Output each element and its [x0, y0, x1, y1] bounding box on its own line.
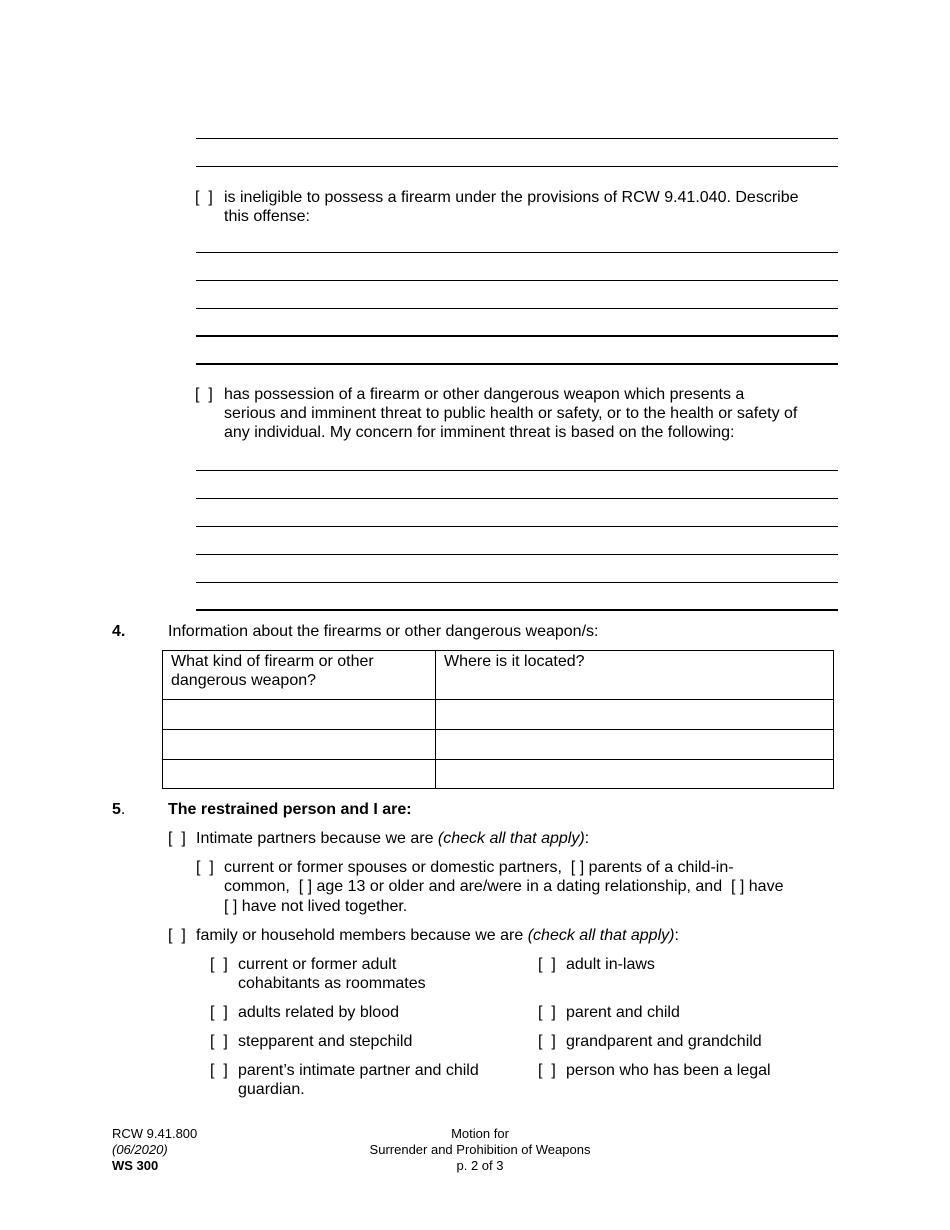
ineligible-checkbox[interactable]: [ ] — [195, 189, 213, 206]
header-text: What kind of firearm or other — [171, 653, 374, 670]
header-text: Where is it located? — [444, 653, 585, 670]
not-lived-together-label: have not lived together. — [241, 898, 408, 915]
section-5-number — [112, 800, 125, 819]
ineligible-line: is ineligible to possess a firearm under the provisions of RCW 9.41.040. Describe — [224, 189, 799, 206]
footer-date: (06/2020) — [112, 1142, 168, 1157]
spouses-checkbox[interactable]: [ ] — [196, 859, 214, 876]
in-laws-checkbox[interactable]: [ ] — [538, 956, 556, 973]
label-colon: : — [584, 830, 590, 847]
answer-line[interactable] — [196, 335, 838, 337]
footer-title: Motion for — [451, 1126, 509, 1141]
answer-line[interactable] — [196, 363, 838, 365]
legal-guardian-checkbox[interactable]: [ ] — [538, 1062, 556, 1079]
parent-child-label: parent and child — [566, 1004, 680, 1021]
weapon-location-header — [436, 651, 834, 700]
ineligible-line: this offense: — [224, 208, 310, 225]
dating-checkbox[interactable]: [ ] — [298, 878, 313, 895]
answer-line[interactable] — [196, 554, 838, 555]
answer-line[interactable] — [196, 308, 838, 309]
weapon-location-cell[interactable] — [436, 730, 834, 760]
lived-together-label: have — [748, 878, 784, 895]
parents-label: parents of a child-in- — [588, 859, 734, 876]
family-household-label — [196, 926, 679, 945]
answer-line[interactable] — [196, 526, 838, 527]
threat-checkbox[interactable]: [ ] — [195, 386, 213, 403]
weapon-kind-cell[interactable] — [163, 730, 436, 760]
threat-line: has possession of a firearm or other dangerous weapon which presents a — [224, 386, 745, 403]
weapons-table — [162, 650, 834, 789]
label-text: Intimate partners because we are — [196, 830, 438, 847]
parent-child-checkbox[interactable]: [ ] — [538, 1004, 556, 1021]
ineligible-text — [224, 188, 844, 226]
footer-title: Surrender and Prohibition of Weapons — [369, 1142, 591, 1157]
dating-label: age 13 or older and are/were in a dating relationship, and — [316, 878, 723, 895]
footer-left — [112, 1126, 197, 1174]
blood-relatives-label: adults related by blood — [238, 1004, 399, 1021]
weapon-location-cell[interactable] — [436, 700, 834, 730]
in-laws-label: adult in-laws — [566, 956, 655, 973]
blood-relatives-checkbox[interactable]: [ ] — [210, 1004, 228, 1021]
weapon-kind-cell[interactable] — [163, 700, 436, 730]
stepparent-label: stepparent and stepchild — [238, 1033, 413, 1050]
footer-page-number: p. 2 of 3 — [456, 1158, 504, 1173]
spouses-label: current or former spouses or domestic partners, — [224, 859, 562, 876]
table-row — [163, 700, 834, 730]
label-italic: (check all that apply) — [527, 927, 675, 944]
table-row — [163, 730, 834, 760]
grandparent-label: grandparent and grandchild — [566, 1033, 762, 1050]
intimate-options-2 — [224, 877, 783, 896]
legal-guardian-label: person who has been a legal — [566, 1062, 771, 1079]
answer-line[interactable] — [196, 470, 838, 471]
cohabitants-checkbox[interactable]: [ ] — [210, 956, 228, 973]
parents-partner-checkbox[interactable]: [ ] — [210, 1062, 228, 1079]
parents-partner-label — [238, 1061, 479, 1099]
family-household-checkbox[interactable]: [ ] — [168, 927, 186, 944]
answer-line[interactable] — [196, 138, 838, 139]
not-lived-together-checkbox[interactable]: [ ] — [224, 898, 238, 915]
parents-label: common, — [224, 878, 290, 895]
option-line: parent’s intimate partner and child — [238, 1062, 479, 1079]
section-4-number: 4. — [112, 623, 126, 640]
answer-line[interactable] — [196, 609, 838, 611]
footer-form-number: WS 300 — [112, 1158, 159, 1173]
lived-together-checkbox[interactable]: [ ] — [730, 878, 745, 895]
label-italic: (check all that apply) — [437, 830, 585, 847]
footer-rcw: RCW 9.41.800 — [112, 1126, 198, 1141]
grandparent-checkbox[interactable]: [ ] — [538, 1033, 556, 1050]
intimate-options-3 — [224, 897, 407, 916]
section-4-heading: Information about the firearms or other dangerous weapon/s: — [168, 623, 599, 640]
threat-text — [224, 385, 844, 442]
weapon-kind-cell[interactable] — [163, 760, 436, 789]
intimate-partners-label — [196, 829, 589, 848]
option-line: current or former adult — [238, 956, 397, 973]
answer-line[interactable] — [196, 280, 838, 281]
intimate-partners-checkbox[interactable]: [ ] — [168, 830, 186, 847]
section-5-heading: The restrained person and I are: — [168, 801, 412, 818]
intimate-options — [224, 858, 734, 877]
label-colon: : — [674, 927, 679, 944]
threat-line: any individual. My concern for imminent threat is based on the following: — [224, 424, 735, 441]
weapon-kind-header — [163, 651, 436, 700]
stepparent-checkbox[interactable]: [ ] — [210, 1033, 228, 1050]
parents-checkbox[interactable]: [ ] — [570, 859, 585, 876]
answer-line[interactable] — [196, 498, 838, 499]
table-header-row — [163, 651, 834, 700]
footer-center — [330, 1126, 630, 1174]
answer-line[interactable] — [196, 582, 838, 583]
answer-line[interactable] — [196, 166, 838, 167]
answer-line[interactable] — [196, 252, 838, 253]
header-text: dangerous weapon? — [171, 672, 317, 689]
option-line: cohabitants as roommates — [238, 975, 426, 992]
section-number: 5 — [112, 801, 121, 818]
section-dot: . — [120, 801, 126, 818]
threat-line: serious and imminent threat to public health or safety, or to the health or safety of — [224, 405, 798, 422]
label-text: family or household members because we are — [196, 927, 528, 944]
option-line: guardian. — [238, 1081, 305, 1098]
cohabitants-label — [238, 955, 426, 993]
weapon-location-cell[interactable] — [436, 760, 834, 789]
table-row — [163, 760, 834, 789]
